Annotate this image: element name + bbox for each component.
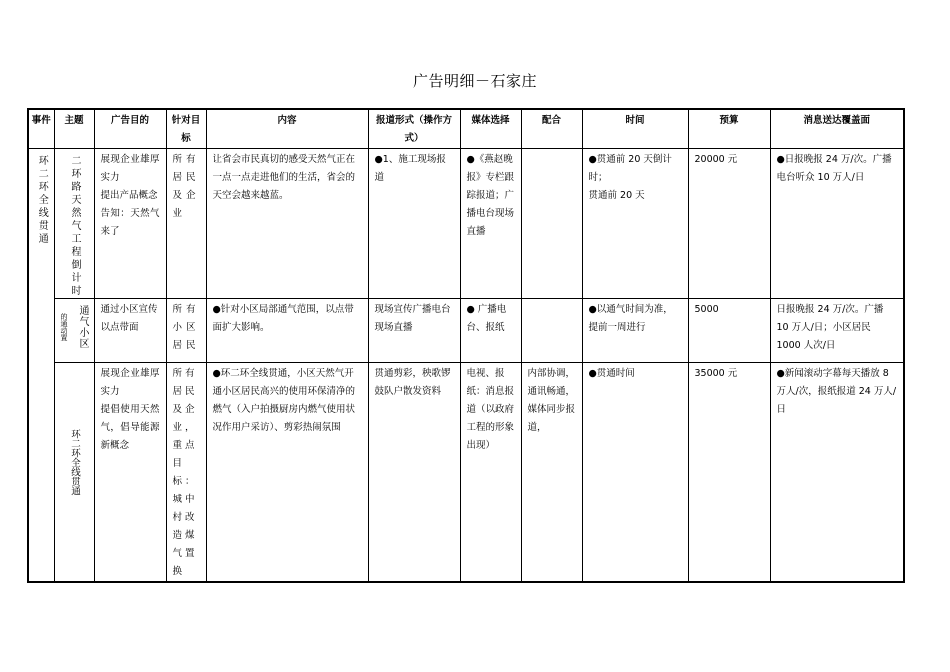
- theme-label: 二环路天然气工程倒计时: [69, 155, 80, 298]
- table-row: [28, 363, 904, 583]
- media-cell: ●《燕赵晚报》专栏跟踪报道；广播电台现场直播: [460, 149, 521, 299]
- budget-cell: 5000: [688, 299, 770, 363]
- event-label: 环二环全线贯通: [36, 155, 48, 246]
- theme-cell: [54, 299, 94, 363]
- time-cell: ●贯通时间: [582, 363, 688, 583]
- header-purpose: 广告目的: [94, 109, 166, 149]
- theme-label: 通气小区: [77, 305, 88, 349]
- header-media: 媒体选择: [460, 109, 521, 149]
- content-cell: 让省会市民真切的感受天然气正在一点一点走进他们的生活，省会的天空会越来越蓝。: [206, 149, 368, 299]
- purpose-cell: 通过小区宣传以点带面: [94, 299, 166, 363]
- table-row: [28, 299, 904, 363]
- header-time: 时间: [582, 109, 688, 149]
- budget-cell: 35000 元: [688, 363, 770, 583]
- media-cell: 电视、报纸：消息报道（以政府工程的形象出现）: [460, 363, 521, 583]
- coop-cell: [521, 299, 582, 363]
- event-cell: [28, 149, 54, 583]
- time-cell: ●以通气时间为准，提前一周进行: [582, 299, 688, 363]
- header-coop: 配合: [521, 109, 582, 149]
- coverage-cell: 日报晚报 24 万/次。广播 10 万人/日；小区居民 1000 人次/日: [770, 299, 904, 363]
- report-form-cell: 贯通剪彩，秧歌锣鼓队户散发资料: [368, 363, 460, 583]
- page-title: 广告明细－石家庄: [412, 72, 537, 90]
- header-theme: 主题: [54, 109, 94, 149]
- table-row: [28, 149, 904, 299]
- header-row: [28, 109, 904, 149]
- ad-detail-table: [27, 108, 905, 583]
- purpose-cell: 展现企业雄厚实力 提倡使用天然气，倡导能源新概念: [94, 363, 166, 583]
- theme-label: 环二环全线贯通: [69, 429, 80, 496]
- header-report-form: 报道形式（操作方式）: [368, 109, 460, 149]
- target-cell: 所有居民及企业: [166, 149, 206, 299]
- content-cell: ●针对小区局部通气范围，以点带面扩大影响。: [206, 299, 368, 363]
- theme-cell: [54, 149, 94, 299]
- coverage-cell: ●新闻滚动字幕每天播放 8 万人/次，报纸报道 24 万人/日: [770, 363, 904, 583]
- purpose-cell: 展现企业雄厚实力 提出产品概念 告知：天然气来了: [94, 149, 166, 299]
- header-coverage: 消息送达覆盖面: [770, 109, 904, 149]
- content-cell: ●环二环全线贯通，小区天然气开通小区居民高兴的使用环保清净的燃气（入户拍摄厨房内燃气使用状况作用户采访）、剪彩热闹氛围: [206, 363, 368, 583]
- target-cell: 所有居民及企业，重点目标：城中村改造煤气置换: [166, 363, 206, 583]
- header-event: 事件: [28, 109, 54, 149]
- budget-cell: 20000 元: [688, 149, 770, 299]
- report-form-cell: 现场宣传广播电台现场直播: [368, 299, 460, 363]
- header-target: 针对目标: [166, 109, 206, 149]
- report-form-cell: ●1、施工现场报道: [368, 149, 460, 299]
- target-cell: 所有小区居民: [166, 299, 206, 363]
- theme-note: 的通动置: [60, 313, 68, 341]
- coop-cell: [521, 149, 582, 299]
- header-content: 内容: [206, 109, 368, 149]
- theme-cell: [54, 363, 94, 583]
- header-budget: 预算: [688, 109, 770, 149]
- time-cell: ●贯通前 20 天倒计时； 贯通前 20 天: [582, 149, 688, 299]
- media-cell: ● 广播电台、报纸: [460, 299, 521, 363]
- coverage-cell: ●日报晚报 24 万/次。广播电台听众 10 万人/日: [770, 149, 904, 299]
- coop-cell: 内部协调，通讯畅通，媒体同步报道，: [521, 363, 582, 583]
